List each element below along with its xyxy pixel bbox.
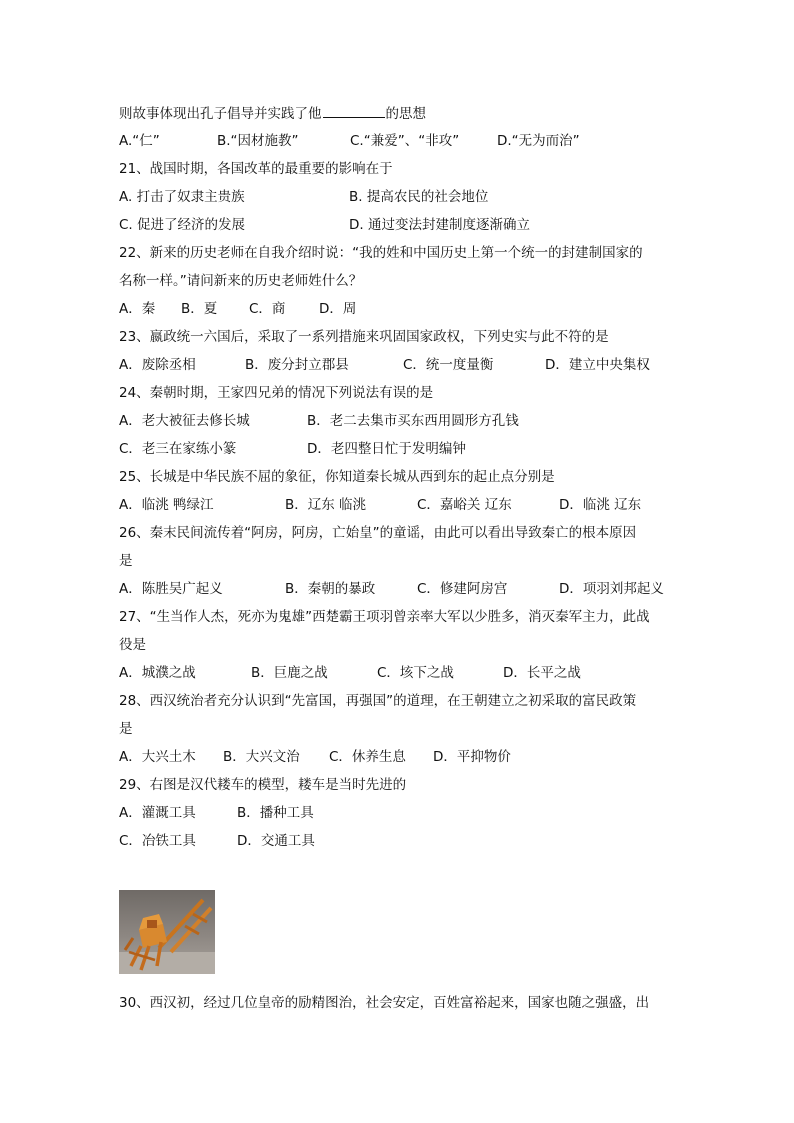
- q21-option-d: D. 通过变法封建制度逐渐确立: [349, 217, 530, 233]
- q23-option-b: B．废分封立郡县: [245, 357, 349, 373]
- q25-stem: 25、长城是中华民族不屈的象征，你知道秦长城从西到东的起止点分别是: [119, 469, 555, 485]
- q29-option-b: B．播种工具: [237, 805, 314, 821]
- q27-option-c: C．垓下之战: [377, 665, 454, 681]
- q29-stem: 29、右图是汉代耧车的模型，耧车是当时先进的: [119, 777, 407, 793]
- q26-option-d: D．项羽刘邦起义: [559, 581, 664, 597]
- q23-option-c: C．统一度量衡: [403, 357, 494, 373]
- q21-option-c: C. 促进了经济的发展: [119, 217, 246, 233]
- q30-stem: 30、西汉初，经过几位皇帝的励精图治，社会安定，百姓富裕起来，国家也随之强盛，出: [119, 995, 650, 1011]
- q23-stem: 23、嬴政统一六国后，采取了一系列措施来巩固国家政权，下列史实与此不符的是: [119, 329, 609, 345]
- q24-option-a: A．老大被征去修长城: [119, 413, 250, 429]
- q26-option-a: A．陈胜吴广起义: [119, 581, 223, 597]
- q21-stem: 21、战国时期，各国改革的最重要的影响在于: [119, 161, 393, 177]
- q26-stem-line2: 是: [119, 553, 133, 569]
- q24-stem: 24、秦朝时期，王家四兄弟的情况下列说法有误的是: [119, 385, 434, 401]
- q22-option-d: D．周: [319, 301, 357, 317]
- q27-option-a: A．城濮之战: [119, 665, 196, 681]
- q26-option-b: B．秦朝的暴政: [285, 581, 376, 597]
- q20-stem: 则故事体现出孔子倡导并实践了他 的思想: [119, 106, 426, 122]
- q24-option-c: C．老三在家练小篆: [119, 441, 237, 457]
- q27-option-b: B．巨鹿之战: [251, 665, 328, 681]
- q29-option-d: D．交通工具: [237, 833, 315, 849]
- q20-option-b: B.“因材施教”: [217, 133, 299, 149]
- q26-option-c: C．修建阿房宫: [417, 581, 508, 597]
- q28-option-c: C．休养生息: [329, 749, 406, 765]
- q27-stem-line2: 役是: [119, 637, 146, 653]
- q28-option-d: D．平抑物价: [433, 749, 511, 765]
- answer-blank: [323, 104, 385, 118]
- q28-option-a: A．大兴土木: [119, 749, 196, 765]
- q28-stem-line1: 28、西汉统治者充分认识到“先富国，再强国”的道理，在王朝建立之初采取的富民政策: [119, 693, 637, 709]
- q20-option-a: A.“仁”: [119, 133, 160, 149]
- q28-stem-line2: 是: [119, 721, 133, 737]
- q21-option-b: B. 提高农民的社会地位: [349, 189, 489, 205]
- q25-option-d: D．临洮 辽东: [559, 497, 642, 513]
- q24-option-b: B．老二去集市买东西用圆形方孔钱: [307, 413, 519, 429]
- q25-option-a: A．临洮 鸭绿江: [119, 497, 214, 513]
- q29-option-c: C．冶铁工具: [119, 833, 196, 849]
- q20-option-c: C.“兼爱”、“非攻”: [350, 133, 460, 149]
- q25-option-c: C．嘉峪关 辽东: [417, 497, 512, 513]
- q27-stem-line1: 27、“生当作人杰，死亦为鬼雄”西楚霸王项羽曾亲率大军以少胜多，消灭秦军主力，此战: [119, 609, 650, 625]
- q20-option-d: D.“无为而治”: [497, 133, 580, 149]
- q28-option-b: B．大兴文治: [223, 749, 300, 765]
- q29-option-a: A．灌溉工具: [119, 805, 196, 821]
- seed-drill-model-image: [119, 890, 215, 974]
- q23-option-a: A．废除丞相: [119, 357, 196, 373]
- q22-stem-line1: 22、新来的历史老师在自我介绍时说：“我的姓和中国历史上第一个统一的封建制国家的: [119, 245, 643, 261]
- q26-stem-line1: 26、秦末民间流传着“阿房，阿房，亡始皇”的童谣，由此可以看出导致秦亡的根本原因: [119, 525, 637, 541]
- q25-option-b: B．辽东 临洮: [285, 497, 367, 513]
- q24-option-d: D．老四整日忙于发明编钟: [307, 441, 466, 457]
- q21-option-a: A. 打击了奴隶主贵族: [119, 189, 245, 205]
- q22-option-b: B．夏: [181, 301, 218, 317]
- q27-option-d: D．长平之战: [503, 665, 581, 681]
- q22-option-c: C．商: [249, 301, 286, 317]
- q23-option-d: D．建立中央集权: [545, 357, 650, 373]
- q22-option-a: A．秦: [119, 301, 156, 317]
- q22-stem-line2: 名称一样。”请问新来的历史老师姓什么？: [119, 273, 363, 289]
